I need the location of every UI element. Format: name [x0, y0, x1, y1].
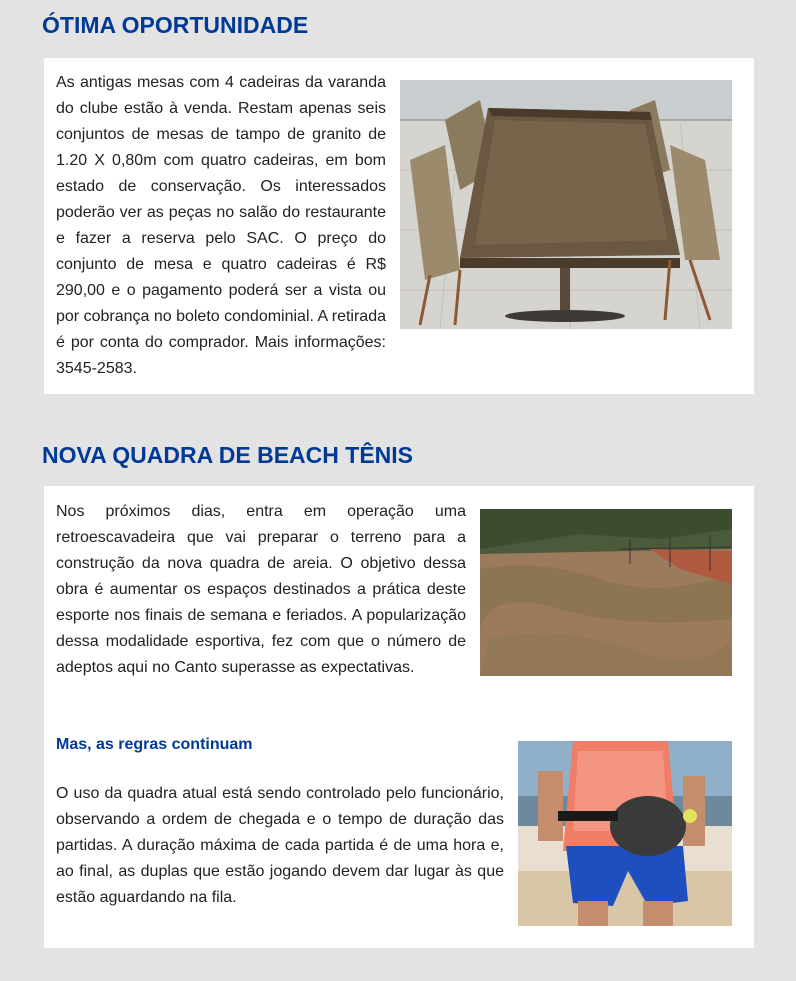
rules-subheading: Mas, as regras continuam: [56, 736, 253, 753]
beach-tennis-player-photo: [518, 741, 732, 926]
sand-court-terrain-photo: [480, 509, 732, 676]
section-title-beach-tenis: NOVA QUADRA DE BEACH TÊNIS: [42, 442, 413, 468]
beach-tenis-text: Nos próximos dias, entra em operação uma retroescavadeira que vai preparar o terreno para a construção da nova quadra de areia. O objetivo dessa obra é aumentar os espaços destinados a prática deste esporte nos finais de semana e feriados. A popularização dessa modalidade esportiva, fez com que o número de adeptos aqui no Canto superasse as expectativas.: [56, 503, 466, 676]
table-and-chairs-photo: [400, 80, 732, 329]
rules-text: O uso da quadra atual está sendo controlado pelo funcionário, observando a ordem de chegada e o tempo de duração das partidas. A duração máxima de cada partida é de uma hora e, ao final, as duplas que estão jogando devem dar lugar às que estão aguardando na fila.: [56, 785, 504, 906]
article-card-beach-tenis: [44, 486, 754, 948]
article-card-oportunidade: [44, 58, 754, 394]
oportunidade-text: As antigas mesas com 4 cadeiras da varanda do clube estão à venda. Restam apenas seis conjuntos de mesas de tampo de granito de 1.20 X 0,80m com quatro cadeiras, em bom estado de conservação. Os interessados poderão ver as peças no salão do restaurante e fazer a reserva pelo SAC. O preço do conjunto de mesa e quatro cadeiras é R$ 290,00 e o pagamento poderá ser a vista ou por cobrança no boleto condominial. A retirada é por conta do comprador. Mais informações: 3545-2583.: [56, 74, 386, 377]
section-title-oportunidade: ÓTIMA OPORTUNIDADE: [42, 12, 309, 38]
